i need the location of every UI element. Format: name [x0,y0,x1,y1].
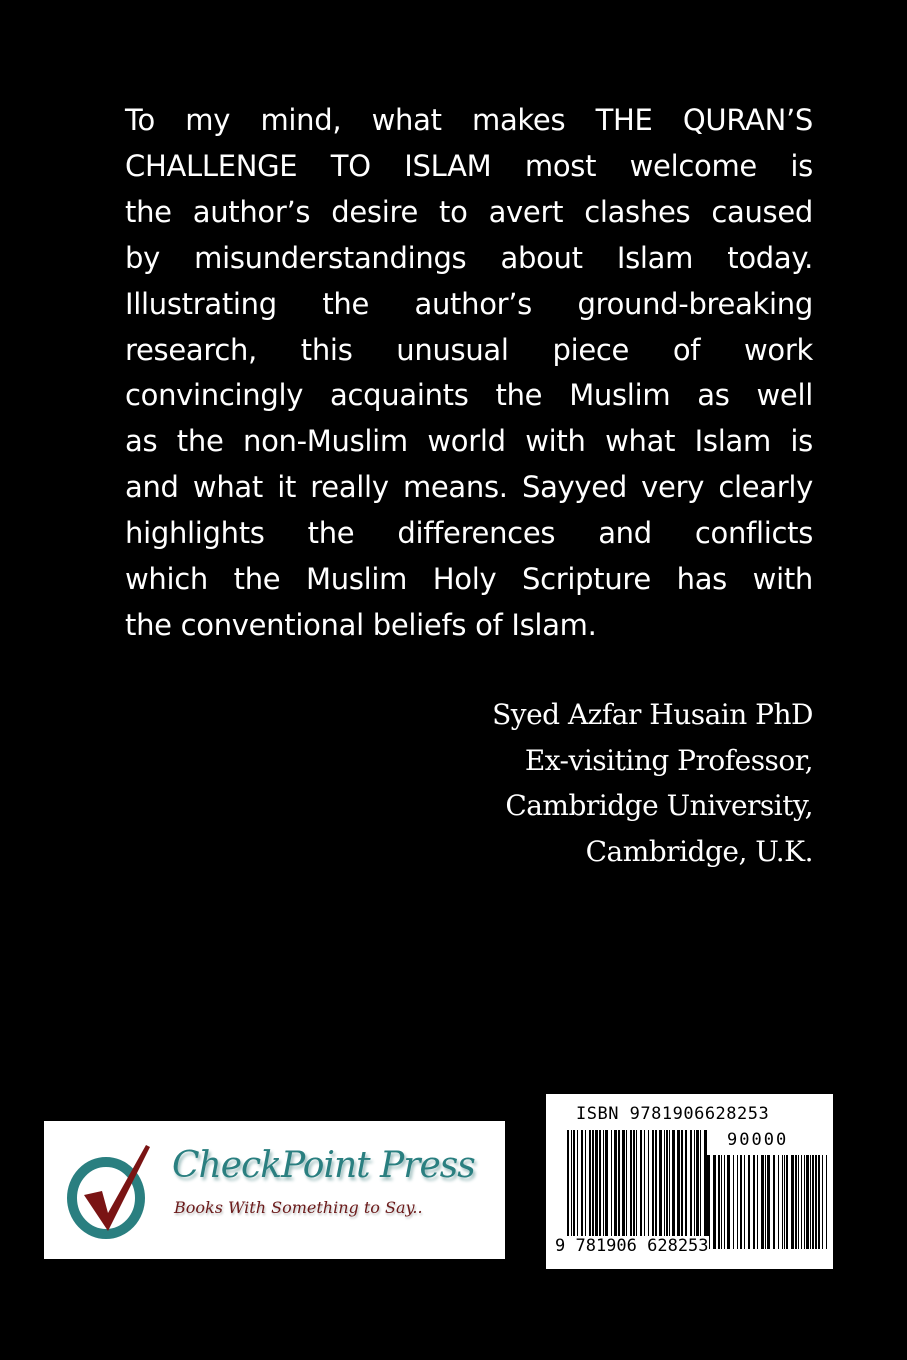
attribution-title: Ex-visiting Professor, [524,743,813,777]
barcode-bar [718,1155,720,1249]
blurb-line: the author’s desire to avert clashes caused [125,194,813,229]
barcode-bar [791,1155,794,1249]
barcode-bar [571,1130,572,1246]
barcode-bar [592,1130,594,1246]
barcode-bar [812,1155,814,1249]
barcode-bar [573,1130,575,1246]
barcode-bar [605,1130,608,1246]
blurb-line: To my mind, what makes THE QURAN’S [125,103,813,137]
blurb-line: highlights the differences and conflicts [125,516,813,551]
barcode-bar [622,1130,625,1246]
blurb-line: convincingly acquaints the Muslim as well [125,378,813,413]
blurb-text [125,98,813,649]
barcode-bar [798,1155,799,1249]
barcode-bar [672,1130,675,1246]
barcode-bar [618,1130,620,1246]
barcode-bar [700,1130,701,1246]
barcode-bar [757,1155,758,1249]
barcode-bar [664,1130,665,1246]
barcode-bar [727,1155,730,1249]
barcode-bar [589,1130,591,1246]
barcode-bar [648,1130,649,1246]
barcode-bar [614,1130,617,1246]
barcode-bar [713,1155,716,1249]
barcode-bar [744,1155,745,1249]
barcode-bar [737,1155,738,1249]
barcode-bar [636,1130,637,1246]
barcode-bar [685,1130,687,1246]
barcode-bar [795,1155,797,1249]
publisher-tagline: Books With Something to Say.. [174,1198,423,1217]
barcode-bar [644,1130,645,1246]
barcode-bar [633,1130,635,1246]
barcode-bar [784,1155,785,1249]
barcode-bar [694,1130,695,1246]
barcode-bar [786,1155,788,1249]
blurb-line: the conventional beliefs of Islam. [125,607,597,642]
barcode-bar [773,1155,775,1249]
barcode-bar [611,1130,612,1246]
barcode-bar [581,1130,583,1246]
barcode-bar [704,1130,707,1246]
barcode-bar [753,1155,755,1249]
blurb-line: research, this unusual piece of work [125,332,813,367]
barcode-bar [585,1130,586,1246]
barcode-bar [782,1155,783,1249]
barcode-bar [669,1130,670,1246]
barcode-bar [804,1155,805,1249]
barcode-bar [595,1130,598,1246]
publisher-logo [44,1121,505,1259]
barcode-bar [815,1155,817,1249]
blurb-line: which the Muslim Holy Scripture has with [125,562,813,597]
blurb-line: as the non-Muslim world with what Islam is [125,424,813,459]
barcode-bar [655,1130,657,1246]
barcode-bar [801,1155,802,1249]
checkmark-circle-icon [64,1143,164,1243]
barcode-bar [822,1155,823,1249]
barcode-bar [806,1155,809,1249]
isbn-barcode [546,1094,833,1269]
barcode-bar [577,1130,578,1246]
isbn-label: ISBN 9781906628253 [576,1104,770,1124]
barcode-bar [681,1130,683,1246]
barcode-bar [721,1155,722,1249]
barcode-bar [818,1155,820,1249]
barcode-bar [630,1130,632,1246]
attribution [492,692,813,874]
barcode-bar [724,1155,725,1249]
blurb-line: and what it really means. Sayyed very clearly [125,470,813,505]
barcode-bar [778,1155,779,1249]
barcode-bar [748,1155,750,1249]
barcode-bar [761,1155,764,1249]
blurb-line: Illustrating the author’s ground-breaking [125,286,813,321]
barcode-bar [810,1155,811,1249]
barcode-bar [707,1155,710,1249]
barcode-bar [659,1130,662,1246]
ean-digits: 9 781906 628253 [555,1236,709,1256]
attribution-institution: Cambridge University, [505,789,813,822]
publisher-name: CheckPoint Press [172,1145,475,1186]
barcode-bar [826,1155,827,1249]
barcode-bar [640,1130,642,1246]
blurb-line: by misunderstandings about Islam today. [125,240,813,275]
barcode-bar [733,1155,734,1249]
barcode-bar [567,1130,569,1246]
barcode-bar [677,1130,680,1246]
barcode-bar [599,1130,601,1246]
barcode-bar [652,1130,654,1246]
barcode-bar [603,1130,604,1246]
barcode-bar [690,1130,692,1246]
barcode-bar [696,1130,699,1246]
barcode-bar [666,1130,668,1246]
blurb-line: CHALLENGE TO ISLAM most welcome is [125,148,813,183]
attribution-name: Syed Azfar Husain PhD [492,698,813,731]
barcode-bar [626,1130,627,1246]
barcode-addon: 90000 [727,1130,789,1150]
attribution-location: Cambridge, U.K. [585,834,813,868]
barcode-bar [765,1155,766,1249]
barcode-bar [740,1155,742,1249]
barcode-bar [767,1155,770,1249]
